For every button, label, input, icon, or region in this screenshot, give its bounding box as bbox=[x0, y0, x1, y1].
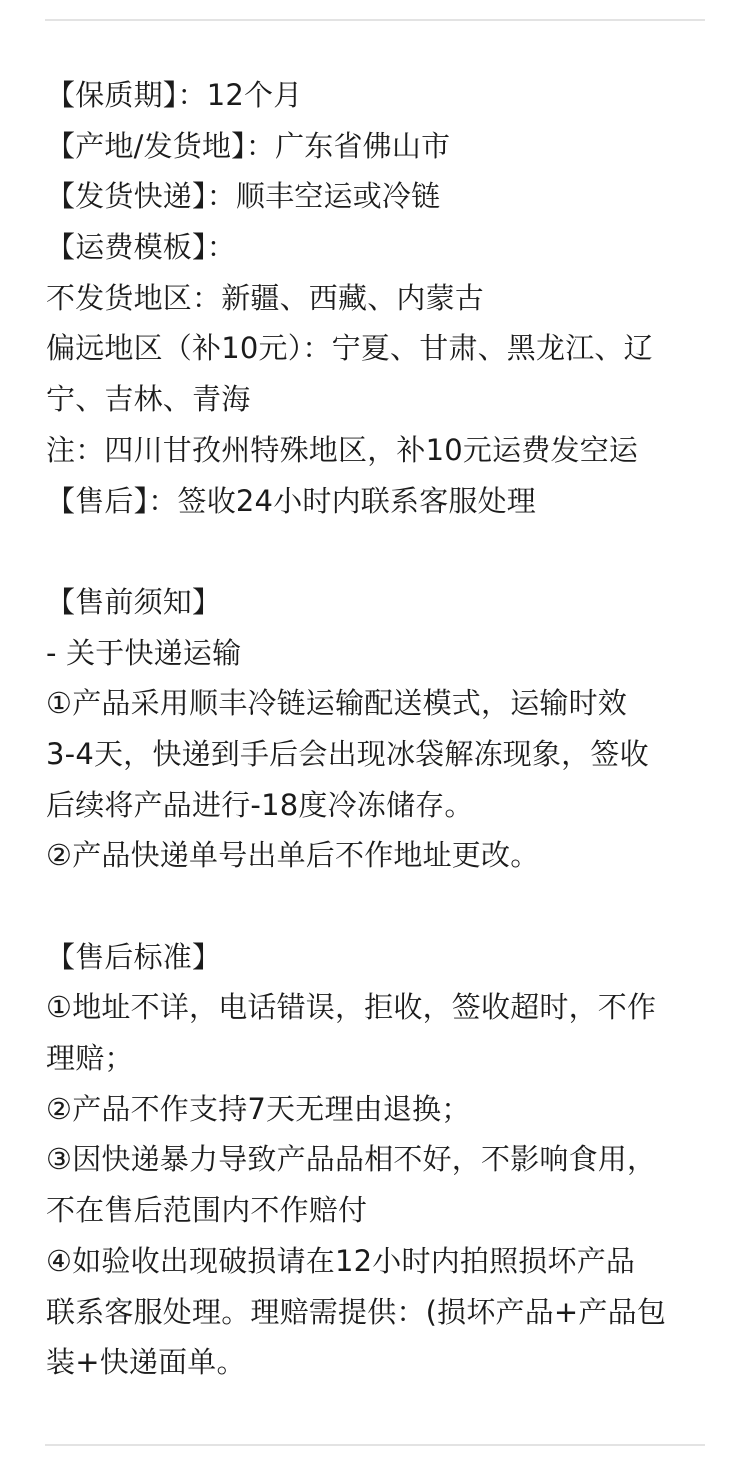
after-sales-item-4: ④如验收出现破损请在12小时内拍照损坏产品 bbox=[46, 1243, 636, 1278]
no-shipping-regions-line: 不发货地区：新疆、西藏、内蒙古 bbox=[46, 280, 485, 315]
remote-regions-line-cont: 宁、吉林、青海 bbox=[46, 382, 251, 417]
pre-sale-notice-heading: 【售前须知】 bbox=[46, 584, 222, 619]
shipping-template-heading: 【运费模板】： bbox=[46, 230, 236, 265]
top-divider bbox=[45, 19, 705, 21]
after-sales-item-1-cont: 理赔； bbox=[46, 1041, 134, 1076]
blank-line bbox=[46, 881, 706, 932]
shelf-life-line: 【保质期】：12个月 bbox=[46, 78, 303, 112]
after-sales-line: 【售后】：签收24小时内联系客服处理 bbox=[46, 483, 537, 518]
after-sales-item-3-cont: 不在售后范围内不作赔付 bbox=[46, 1193, 368, 1228]
remote-regions-line: 偏远地区（补10元）：宁夏、甘肃、黑龙江、辽 bbox=[46, 331, 653, 366]
after-sales-item-4-cont: 联系客服处理。理赔需提供：(损坏产品+产品包 bbox=[46, 1294, 667, 1329]
after-sales-item-1: ①地址不详，电话错误，拒收，签收超时，不作 bbox=[46, 990, 657, 1025]
sichuan-note-line: 注：四川甘孜州特殊地区，补10元运费发空运 bbox=[46, 432, 639, 467]
pre-sale-item-1-cont: 3-4天，快递到手后会出现冰袋解冻现象，签收 bbox=[46, 736, 649, 771]
pre-sale-item-2: ②产品快递单号出单后不作地址更改。 bbox=[46, 838, 540, 873]
after-sales-standard-heading: 【售后标准】 bbox=[46, 939, 222, 974]
courier-line: 【发货快递】：顺丰空运或冷链 bbox=[46, 179, 441, 214]
after-sales-item-4-cont2: 装+快递面单。 bbox=[46, 1345, 246, 1380]
origin-line: 【产地/发货地】：广东省佛山市 bbox=[46, 128, 451, 163]
pre-sale-item-1-cont2: 后续将产品进行-18度冷冻储存。 bbox=[46, 787, 474, 822]
after-sales-item-2: ②产品不作支持7天无理由退换； bbox=[46, 1091, 471, 1126]
bottom-divider bbox=[45, 1444, 705, 1446]
product-notice-text bbox=[46, 70, 706, 1388]
after-sales-item-3: ③因快递暴力导致产品品相不好，不影响食用， bbox=[46, 1142, 657, 1177]
pre-sale-item-1: ①产品采用顺丰冷链运输配送模式，运输时效 bbox=[46, 686, 627, 721]
blank-line bbox=[46, 526, 706, 577]
express-transport-subheading: - 关于快递运输 bbox=[46, 635, 242, 670]
